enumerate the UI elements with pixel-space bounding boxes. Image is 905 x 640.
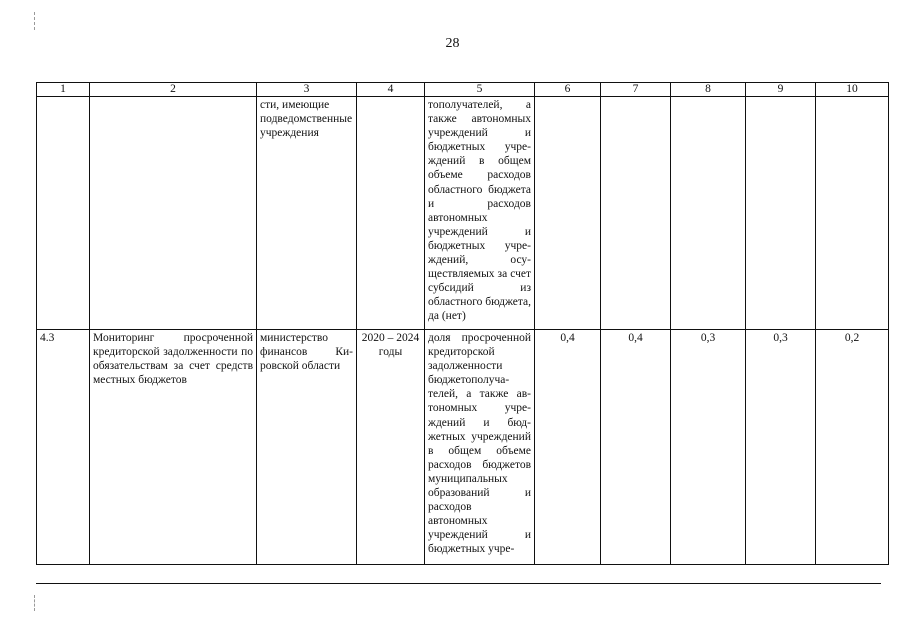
table-bottom-rule	[36, 583, 881, 584]
value-cell	[601, 97, 671, 330]
scan-edge-mark	[34, 595, 36, 611]
page-number: 28	[445, 36, 460, 51]
value-cell	[535, 97, 601, 330]
executor-cell: сти, имеющие подведомственные учреждения	[257, 97, 357, 330]
table-row	[37, 330, 889, 565]
column-number: 3	[257, 83, 357, 97]
column-number: 5	[425, 83, 535, 97]
value-cell: 0,3	[746, 330, 816, 565]
scan-edge-mark	[34, 12, 36, 30]
column-number: 4	[357, 83, 425, 97]
column-number: 1	[37, 83, 90, 97]
measure-cell	[90, 97, 257, 330]
column-number: 7	[601, 83, 671, 97]
column-number: 10	[816, 83, 889, 97]
column-number: 6	[535, 83, 601, 97]
table-row	[37, 97, 889, 330]
period-cell: 2020 – 2024 годы	[357, 330, 425, 565]
value-cell	[671, 97, 746, 330]
column-number: 8	[671, 83, 746, 97]
column-number: 9	[746, 83, 816, 97]
value-cell: 0,4	[601, 330, 671, 565]
value-cell: 0,3	[671, 330, 746, 565]
value-cell	[816, 97, 889, 330]
indicator-cell: доля просроченной кредиторской задолженности бюджетополучателей, а также автономных учреждений и бюджетных учреждений в общем объеме расходов бюджетов муниципальных образований и расходов автономных учреждений и бюджетных учре-	[425, 330, 535, 565]
row-number-cell	[37, 97, 90, 330]
measure-cell: Мониторинг просроченной кредиторской задолженности по обязательствам за счет средств местных бюджетов	[90, 330, 257, 565]
value-cell: 0,4	[535, 330, 601, 565]
executor-cell: министерство финансов Кировской области	[257, 330, 357, 565]
column-number: 2	[90, 83, 257, 97]
indicator-cell: тополучателей, а также автономных учреждений и бюджетных учреждений в общем объеме расходов областного бюджета и расходов автономных учреждений и бюджетных учреждений, осуществляемых за счет субсидий из областного бюджета, да (нет)	[425, 97, 535, 330]
period-cell	[357, 97, 425, 330]
column-number-row	[37, 83, 889, 97]
row-number-cell: 4.3	[37, 330, 90, 565]
indicator-table	[36, 82, 889, 565]
value-cell	[746, 97, 816, 330]
value-cell: 0,2	[816, 330, 889, 565]
